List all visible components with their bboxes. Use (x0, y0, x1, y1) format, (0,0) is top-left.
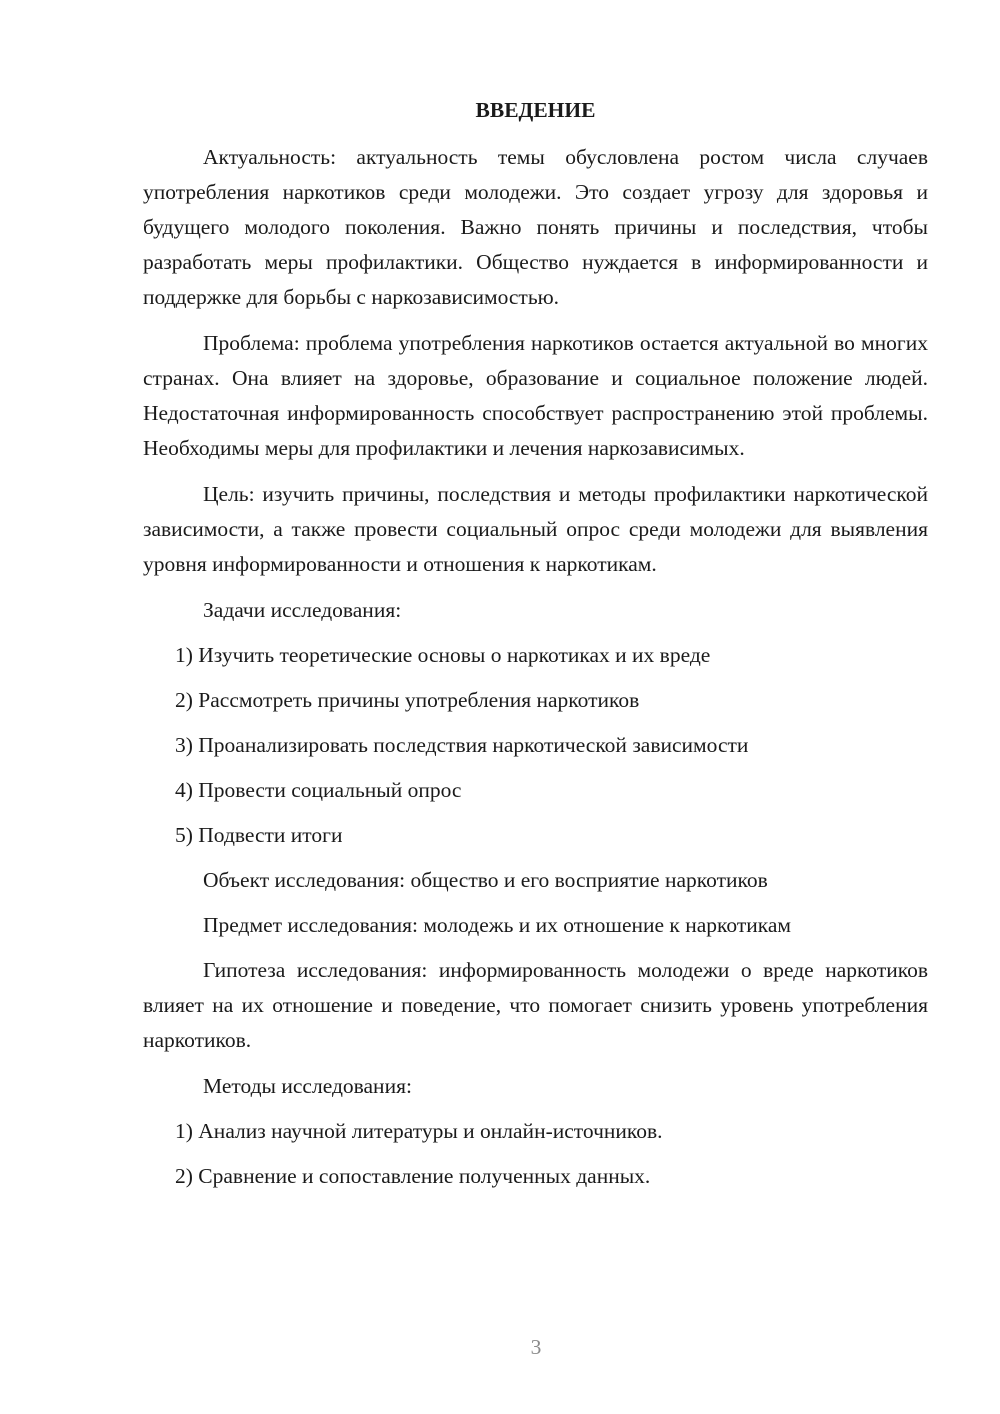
methods-label: Методы исследования: (203, 1074, 412, 1098)
research-subject: Предмет исследования: молодежь и их отношение к наркотикам (203, 913, 792, 937)
hypothesis-paragraph: Гипотеза исследования: информированность молодежи о вреде наркотиков влияет на их отношение и поведение, что помогает снизить уровень употребления наркотиков. (143, 958, 928, 1052)
goal-paragraph: Цель: изучить причины, последствия и методы профилактики наркотической зависимости, а также провести социальный опрос среди молодежи для выявления уровня информированности и отношения к наркотикам. (143, 482, 928, 576)
problem-paragraph: Проблема: проблема употребления наркотиков остается актуальной во многих странах. Она влияет на здоровье, образование и социальное положение людей. Недостаточная информированность способствует распространению этой проблемы. Необходимы меры для профилактики и лечения наркозависимых. (143, 331, 928, 460)
tasks-label: Задачи исследования: (203, 598, 402, 622)
methods-list (143, 1114, 928, 1194)
document-page (143, 93, 928, 1204)
list-item: 4) Провести социальный опрос (175, 778, 462, 802)
list-item: 2) Сравнение и сопоставление полученных данных. (175, 1164, 651, 1188)
list-item: 3) Проанализировать последствия наркотической зависимости (175, 733, 749, 757)
list-item: 1) Анализ научной литературы и онлайн-источников. (175, 1119, 663, 1143)
research-object: Объект исследования: общество и его восприятие наркотиков (203, 868, 768, 892)
list-item: 2) Рассмотреть причины употребления наркотиков (175, 688, 640, 712)
section-heading: ВВЕДЕНИЕ (475, 98, 596, 122)
relevance-paragraph: Актуальность: актуальность темы обусловлена ростом числа случаев употребления наркотиков среди молодежи. Это создает угрозу для здоровья и будущего молодого поколения. Важно понять причины и последствия, чтобы разработать меры профилактики. Общество нуждается в информированности и поддержке для борьбы с наркозависимостью. (143, 145, 928, 309)
list-item: 5) Подвести итоги (175, 823, 343, 847)
list-item: 1) Изучить теоретические основы о наркотиках и их вреде (175, 643, 711, 667)
tasks-list (143, 638, 928, 853)
page-number: 3 (530, 1335, 542, 1359)
